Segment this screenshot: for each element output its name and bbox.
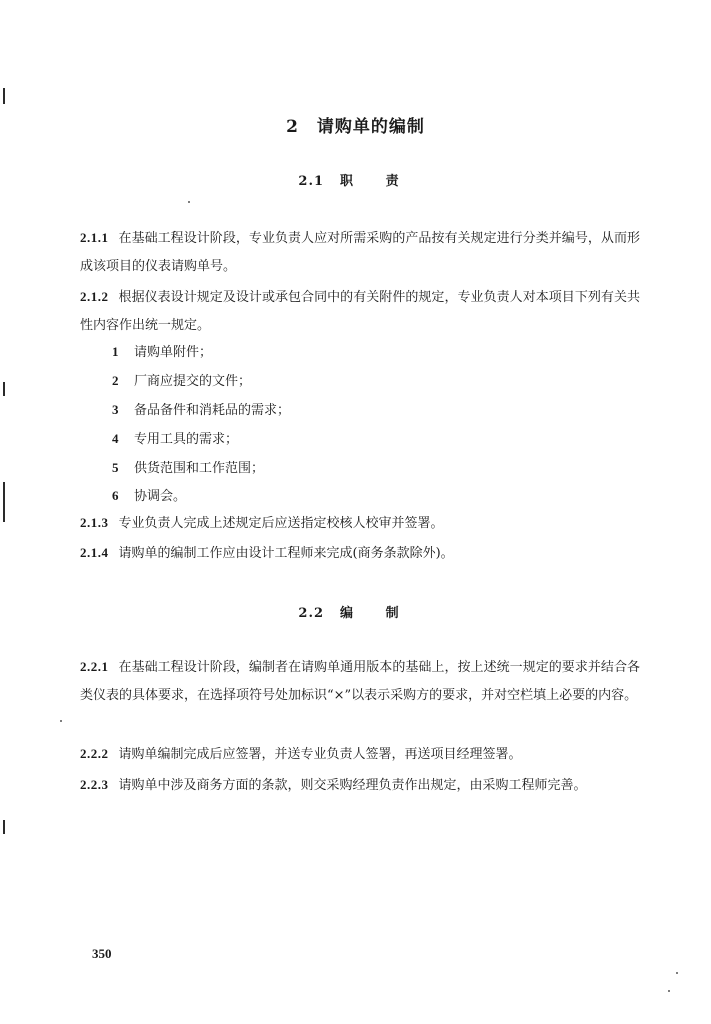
list-item-text: 专用工具的需求；: [134, 432, 239, 447]
scan-speck: [60, 720, 62, 722]
page-number: 350: [92, 946, 112, 961]
scan-speck: [676, 972, 678, 974]
clause-text: 请购单中涉及商务方面的条款，则交采购经理负责作出规定，由采购工程师完善。: [118, 778, 587, 793]
list-item: [112, 486, 186, 507]
list-item: [112, 371, 251, 392]
clause-2-2-1: [80, 653, 640, 710]
list-item: [112, 429, 238, 450]
clause-number: 2.2.2: [80, 746, 109, 761]
list-item-number: 2: [112, 373, 119, 388]
scan-speck: [188, 201, 190, 203]
list-item-number: 5: [112, 460, 119, 475]
clause-text: 在基础工程设计阶段，编制者在请购单通用版本的基础上，按上述统一规定的要求并结合各类仪表的具体要求，在选择项符号处加标识“×”以表示采购方的要求，并对空栏填上必要的内容。: [80, 660, 640, 703]
clause-text: 专业负责人完成上述规定后应送指定校核人校审并签署。: [118, 516, 444, 531]
chapter-title-text: 请购单的编制: [316, 117, 425, 137]
section-title-text: 职 责: [340, 174, 413, 189]
section-title-text: 编 制: [340, 606, 413, 621]
clause-number: 2.1.3: [80, 515, 109, 530]
clause-2-2-2: [80, 740, 640, 769]
clause-2-1-1: [80, 224, 640, 281]
list-item-text: 厂商应提交的文件；: [134, 374, 252, 389]
scan-edge-mark: [3, 382, 5, 396]
clause-text: 请购单编制完成后应签署，并送专业负责人签署，再送项目经理签署。: [118, 747, 522, 762]
list-item-text: 备品备件和消耗品的需求；: [134, 403, 291, 418]
section-number: 2.1: [298, 174, 325, 189]
list-item: [112, 342, 212, 363]
scan-edge-mark: [3, 482, 5, 522]
clause-number: 2.1.4: [80, 545, 109, 560]
clause-number: 2.1.1: [80, 230, 109, 245]
list-item-number: 6: [112, 488, 119, 503]
clause-2-1-4: [80, 539, 640, 568]
section-title-2-2: [0, 602, 711, 621]
list-item-text: 供货范围和工作范围；: [134, 461, 265, 476]
clause-2-2-3: [80, 771, 640, 800]
clause-2-1-3: [80, 509, 640, 538]
clause-text: 根据仪表设计规定及设计或承包合同中的有关附件的规定，专业负责人对本项目下列有关共性内容作出统一规定。: [80, 290, 640, 333]
clause-number: 2.1.2: [80, 289, 109, 304]
section-title-2-1: [0, 170, 711, 189]
chapter-number: 2: [286, 117, 299, 137]
clause-text: 请购单的编制工作应由设计工程师来完成(商务条款除外)。: [118, 546, 454, 561]
list-item-number: 4: [112, 431, 119, 446]
scan-edge-mark: [3, 88, 5, 104]
section-number: 2.2: [298, 606, 325, 621]
list-item-text: 请购单附件；: [134, 345, 213, 360]
list-item-number: 1: [112, 344, 119, 359]
clause-number: 2.2.1: [80, 659, 109, 674]
clause-2-1-2: [80, 283, 640, 340]
clause-text: 在基础工程设计阶段，专业负责人应对所需采购的产品按有关规定进行分类并编号，从而形成该项目的仪表请购单号。: [80, 231, 640, 274]
list-item-number: 3: [112, 402, 119, 417]
scan-speck: [668, 990, 670, 992]
scan-edge-mark: [3, 820, 5, 834]
list-item-text: 协调会。: [134, 489, 187, 504]
list-item: [112, 400, 290, 421]
chapter-title: [0, 112, 711, 137]
clause-number: 2.2.3: [80, 777, 109, 792]
list-item: [112, 458, 264, 479]
